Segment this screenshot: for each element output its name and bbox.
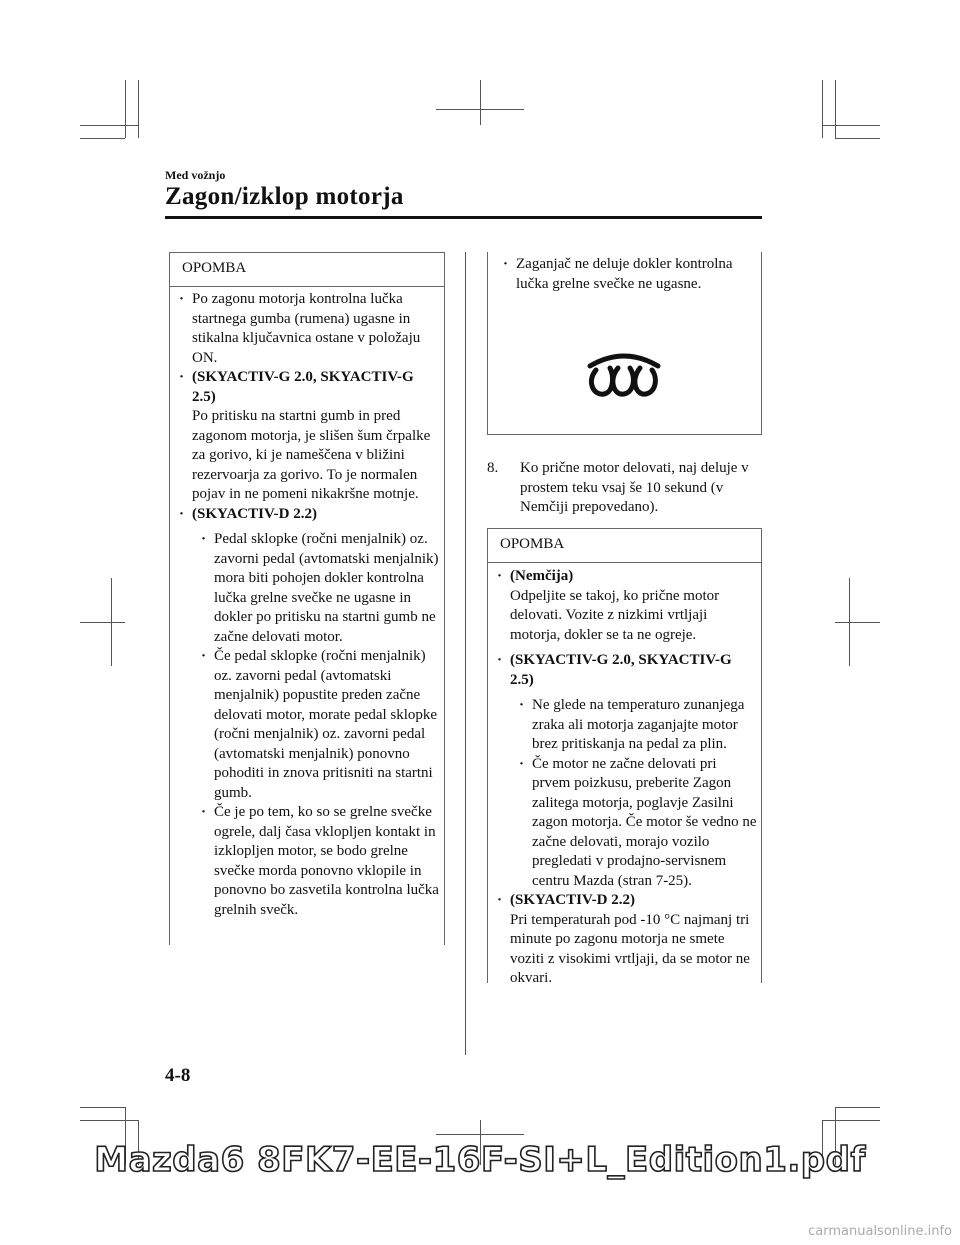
item-text: Če je po tem, ko so se grelne svečke ogrele, dalj časa vklopljen kontakt in izklopljen motor, se bodo grelne svečke morda ponovno vklopile in ponovno bo zasvetila kontrolna lučka grelnih svečk. bbox=[214, 804, 439, 918]
crop-mark bbox=[822, 1120, 880, 1121]
registration-mark bbox=[480, 80, 481, 125]
note-content bbox=[170, 287, 444, 920]
crop-mark bbox=[822, 125, 880, 126]
section-label: Med vožnjo bbox=[165, 168, 226, 182]
bullet: · bbox=[179, 505, 185, 522]
crop-mark bbox=[80, 1107, 125, 1108]
item-text: Odpeljite se takoj, ko prične motor delovati. Vozite z nizkimi vrtljaji motorja, dokler se ta ne ogreje. bbox=[510, 587, 720, 643]
list-item bbox=[494, 891, 757, 989]
list-item bbox=[176, 368, 440, 505]
crop-mark bbox=[835, 80, 836, 138]
item-text: Pedal sklopke (ročni menjalnik) oz. zavorni pedal (avtomatski menjalnik) mora biti pohojen dokler kontrolna lučka grelne svečke ne ugasne in dokler po pritisku na startni gumb ne začne delovati motor. bbox=[214, 531, 439, 645]
bullet: · bbox=[179, 369, 185, 385]
crop-mark bbox=[138, 80, 139, 138]
bullet: · bbox=[497, 892, 503, 908]
note-content bbox=[488, 563, 761, 989]
step-text: Ko prične motor delovati, naj deluje v prostem teku vsaj še 10 sekund (v Nemčiji prepovedano). bbox=[520, 460, 749, 515]
list-item bbox=[494, 651, 757, 690]
item-heading: (Nemčija) bbox=[510, 568, 574, 584]
crop-mark bbox=[822, 80, 823, 138]
item-text: Pri temperaturah pod -10 °C najmanj tri minute po zagonu motorja ne smete voziti z visokimi vrtljaji, da se motor ne okvari. bbox=[510, 911, 750, 986]
glow-plug-icon bbox=[584, 348, 664, 398]
bullet: · bbox=[497, 652, 503, 668]
note-box-right bbox=[487, 528, 762, 986]
note-heading: OPOMBA bbox=[488, 529, 761, 563]
sub-list-item bbox=[198, 803, 440, 920]
registration-mark bbox=[111, 578, 112, 666]
footer-filename: Mazda6 8FK7-EE-16F-SI+L_Edition1.pdf bbox=[94, 1140, 866, 1180]
registration-mark bbox=[849, 578, 850, 666]
bullet: · bbox=[497, 568, 503, 584]
sub-list-item bbox=[516, 755, 757, 892]
crop-mark bbox=[125, 80, 126, 138]
registration-mark bbox=[835, 622, 880, 623]
registration-mark bbox=[436, 109, 524, 110]
registration-mark bbox=[436, 1134, 524, 1135]
watermark: carmanualsonline.info bbox=[808, 1224, 952, 1239]
item-text: Če pedal sklopke (ročni menjalnik) oz. zavorni pedal (avtomatski menjalnik) popustite preden začne delovati motor, morate pedal sklopke (ročni menjalnik) oz. zavorni pedal (avtomatski menjalnik) ponovno pohoditi in znova pritisniti na startni gumb. bbox=[214, 648, 438, 801]
sub-list-item bbox=[516, 696, 757, 755]
bullet: · bbox=[201, 531, 207, 547]
bullet: · bbox=[201, 804, 207, 820]
note-box-continued bbox=[487, 252, 762, 435]
note-box-left bbox=[169, 252, 445, 945]
crop-mark bbox=[80, 138, 125, 139]
page-number: 4-8 bbox=[165, 1065, 191, 1086]
crop-mark bbox=[835, 138, 880, 139]
item-heading: (SKYACTIV-G 2.0, SKYACTIV-G 2.5) bbox=[192, 369, 414, 405]
step-8 bbox=[487, 459, 762, 518]
item-text: Zaganjač ne deluje dokler kontrolna lučka grelne svečke ne ugasne. bbox=[516, 256, 733, 292]
sub-list-item bbox=[198, 647, 440, 803]
bullet: · bbox=[519, 755, 525, 772]
item-heading: (SKYACTIV-D 2.2) bbox=[192, 505, 318, 522]
crop-mark bbox=[835, 1107, 880, 1108]
list-item bbox=[494, 567, 757, 645]
page-title: Zagon/izklop motorja bbox=[165, 183, 404, 210]
note-heading: OPOMBA bbox=[170, 253, 444, 287]
crop-mark bbox=[80, 1120, 138, 1121]
sub-list-item bbox=[198, 530, 440, 647]
step-number: 8. bbox=[487, 460, 499, 476]
item-text: Po zagonu motorja kontrolna lučka startnega gumba (rumena) ugasne in stikalna ključavnica ostane v položaju ON. bbox=[192, 291, 421, 366]
title-rule bbox=[165, 216, 762, 219]
list-item bbox=[176, 290, 440, 368]
bullet: · bbox=[201, 648, 207, 664]
list-item bbox=[500, 255, 755, 294]
item-text: Če motor ne začne delovati pri prvem poizkusu, preberite Zagon zalitega motorja, poglavje Zasilni zagon motorja. Če motor še vedno ne začne delovati, morajo vozilo pregledati v prodajno-servisnem centru Mazda (stran 7-25). bbox=[532, 755, 757, 889]
item-heading: (SKYACTIV-D 2.2) bbox=[510, 892, 636, 908]
bullet: · bbox=[503, 256, 509, 272]
item-text: Po pritisku na startni gumb in pred zagonom motorja, je slišen šum črpalke za gorivo, ki je nameščena v bližini rezervoarja za gorivo. To je normalen pojav in ne pomeni nikakršne motnje. bbox=[192, 408, 431, 502]
item-text: Ne glede na temperaturo zunanjega zraka ali motorja zaganjajte motor brez pritiskanja na pedal za plin. bbox=[532, 697, 745, 752]
bullet: · bbox=[519, 697, 525, 713]
column-divider bbox=[465, 252, 466, 1055]
bullet: · bbox=[179, 291, 185, 307]
item-heading: (SKYACTIV-G 2.0, SKYACTIV-G 2.5) bbox=[510, 652, 732, 688]
list-item bbox=[176, 505, 440, 525]
registration-mark bbox=[80, 622, 125, 623]
crop-mark bbox=[80, 125, 138, 126]
